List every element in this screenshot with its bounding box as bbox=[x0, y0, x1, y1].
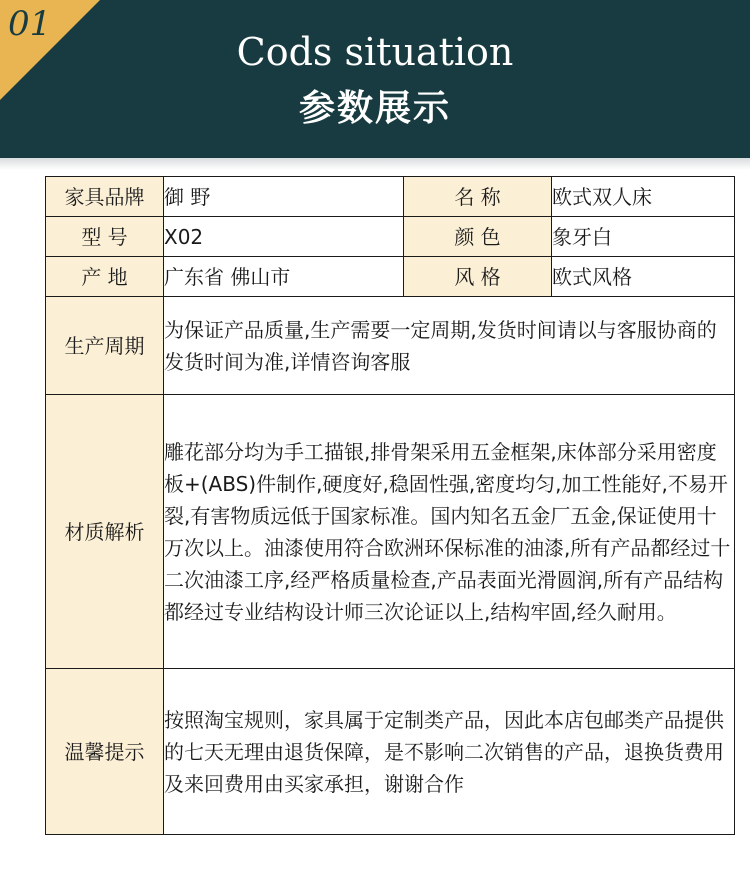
title-english: Cods situation bbox=[236, 30, 514, 74]
table-row bbox=[46, 217, 735, 257]
brand-value: 御 野 bbox=[164, 177, 404, 217]
material-value: 雕花部分均为手工描银,排骨架采用五金框架,床体部分采用密度板+(ABS)件制作,硬度好,稳固性强,密度均匀,加工性能好,不易开裂,有害物质远低于国家标准。国内知名五金厂五金,保证使用十万次以上。油漆使用符合欧洲环保标准的油漆,所有产品都经过十二次油漆工序,经严格质量检查,产品表面光滑圆润,所有产品结构都经过专业结构设计师三次论证以上,结构牢固,经久耐用。 bbox=[164, 395, 735, 669]
cycle-label: 生产周期 bbox=[46, 297, 164, 395]
style-label: 风 格 bbox=[404, 257, 552, 297]
section-number: 01 bbox=[8, 4, 52, 44]
tips-value: 按照淘宝规则，家具属于定制类产品，因此本店包邮类产品提供的七天无理由退货保障，是不影响二次销售的产品，退换货费用及来回费用由买家承担，谢谢合作 bbox=[164, 669, 735, 835]
model-label: 型 号 bbox=[46, 217, 164, 257]
color-value: 象牙白 bbox=[552, 217, 735, 257]
material-label: 材质解析 bbox=[46, 395, 164, 669]
name-value: 欧式双人床 bbox=[552, 177, 735, 217]
table-row bbox=[46, 395, 735, 669]
origin-label: 产 地 bbox=[46, 257, 164, 297]
name-label: 名 称 bbox=[404, 177, 552, 217]
origin-value: 广东省 佛山市 bbox=[164, 257, 404, 297]
divider-band bbox=[0, 158, 750, 170]
header-banner bbox=[0, 0, 750, 158]
model-value: X02 bbox=[164, 217, 404, 257]
tips-label: 温馨提示 bbox=[46, 669, 164, 835]
table-row bbox=[46, 669, 735, 835]
table-row bbox=[46, 177, 735, 217]
spec-table bbox=[45, 176, 735, 835]
brand-label: 家具品牌 bbox=[46, 177, 164, 217]
title-chinese: 参数展示 bbox=[298, 87, 451, 129]
table-row bbox=[46, 257, 735, 297]
cycle-value: 为保证产品质量,生产需要一定周期,发货时间请以与客服协商的发货时间为准,详情咨询客服 bbox=[164, 297, 735, 395]
table-row bbox=[46, 297, 735, 395]
color-label: 颜 色 bbox=[404, 217, 552, 257]
style-value: 欧式风格 bbox=[552, 257, 735, 297]
